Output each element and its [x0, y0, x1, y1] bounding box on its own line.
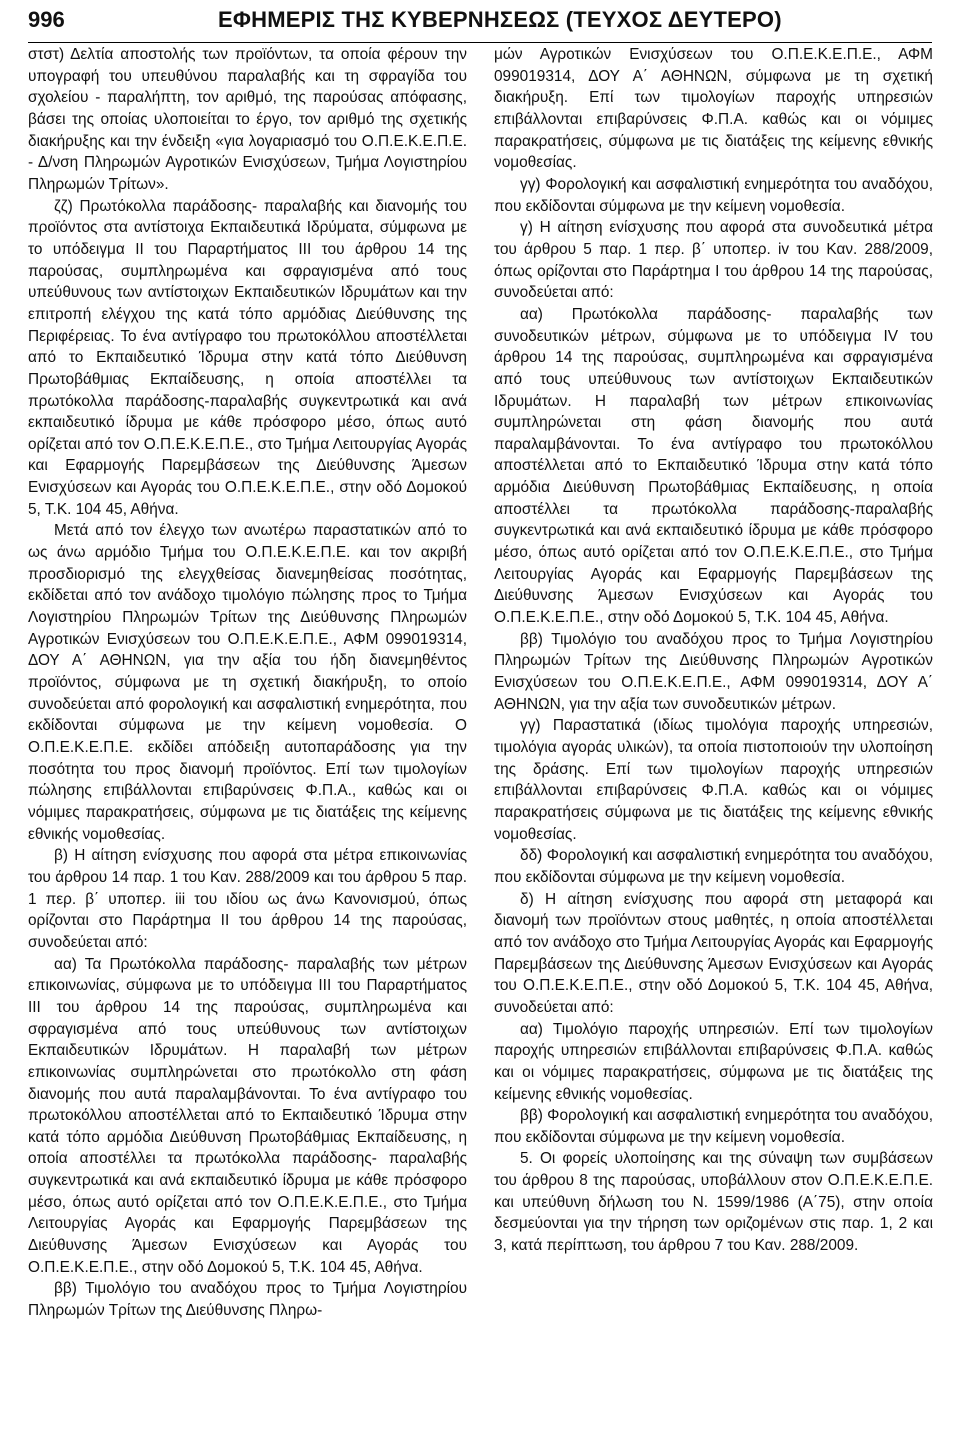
page-header	[28, 0, 932, 43]
paragraph: 5. Οι φορείς υλοποίησης και της σύναψη των συμβάσεων του άρθρου 8 της παρούσας, υποβάλλουν στον Ο.Π.Ε.Κ.Ε.Π.Ε. και υπεύθυνη δήλωση του Ν. 1599/1986 (Α΄75), στην οποία δεσμεύονται για την τήρηση των οριζομένων στις παρ. 1, 2 και 3, κατά περίπτωση, του άρθρου 7 του Καν. 288/2009.	[494, 1150, 933, 1255]
paragraph: γ) Η αίτηση ενίσχυσης που αφορά στα συνοδευτικά μέτρα του άρθρου 5 παρ. 1 περ. β΄ υποπερ. iv του Καν. 288/2009, όπως ορίζονται στο Παράρτημα Ι του άρθρου 14 της παρούσας, συνοδεύεται από:	[494, 219, 933, 302]
paragraph: δ) Η αίτηση ενίσχυσης που αφορά στη μεταφορά και διανομή των προϊόντων στους μαθητές, η οποία αποστέλλεται από τον ανάδοχο στο Τμήμα Λειτουργίας Αγοράς και Εφαρμογής Παρεμβάσεων της Διεύθυνσης Άμεσων Ενισχύσεων και Αγοράς του Ο.Π.Ε.Κ.Ε.Π.Ε., στην οδό Δομοκού 5, Τ.Κ. 104 45, Αθήνα, συνοδεύεται από:	[494, 890, 933, 1016]
paragraph: γγ) Παραστατικά (ιδίως τιμολόγια παροχής υπηρεσιών, τιμολόγια αγοράς υλικών), τα οποία πιστοποιούν την υλοποίηση της δράσης. Επί των τιμολογίων παροχής υπηρεσιών επιβάλλονται επιβαρύνσεις Φ.Π.Α. καθώς και οι νόμιμες παρακρατήσεις σύμφωνα με τις διατάξεις της κείμενης εθνικής νομοθεσίας.	[494, 717, 933, 843]
gazette-title: ΕΦΗΜΕΡΙΣ ΤΗΣ ΚΥΒΕΡΝΗΣΕΩΣ (ΤΕΥΧΟΣ ΔΕΥΤΕΡΟ)	[218, 7, 782, 32]
paragraph: ζζ) Πρωτόκολλα παράδοσης- παραλαβής και διανομής του προϊόντος στα αντίστοιχα Εκπαιδευτικά Ιδρύματα, σύμφωνα με το υπόδειγμα ΙΙ του Παραρτήματος ΙΙΙ του άρθρου 14 της παρούσας, συμπληρωμένα και σφραγισμένα από τους υπεύθυνους των αντίστοιχων Εκπαιδευτικών Ιδρυμάτων και την επιτροπή ελέγχου της κατά τόπο αρμόδιας Διεύθυνσης της Περιφέρειας. Το ένα αντίγραφο του πρωτοκόλλου αποστέλλεται από το Εκπαιδευτικό Ίδρυμα στην κατά τόπο Διεύθυνση Πρωτοβάθμιας Εκπαίδευσης, η οποία αποστέλλει τα πρωτόκολλα παράδοσης-παραλαβής συγκεντρωτικά και ανά εκπαιδευτικό ίδρυμα με κάθε πρόσφορο μέσο, όπως αυτό ορίζεται από τον Ο.Π.Ε.Κ.Ε.Π.Ε., στο Τμήμα Λειτουργίας Αγοράς και Εφαρμογής Παρεμβάσεων της Διεύθυνσης Άμεσων Ενισχύσεων και Αγοράς του Ο.Π.Ε.Κ.Ε.Π.Ε., στην οδό Δομοκού 5, Τ.Κ. 104 45, Αθήνα.	[28, 197, 467, 518]
paragraph: β) Η αίτηση ενίσχυσης που αφορά στα μέτρα επικοινωνίας του άρθρου 14 παρ. 1 του Καν. 288/2009 και του άρθρου 5 παρ. 1 περ. β΄ υποπερ. iii του ιδίου ως άνω Κανονισμού, όπως ορίζονται στο Παράρτημα ΙΙ του άρθρου 14 της παρούσας, συνοδεύεται από:	[28, 847, 467, 951]
paragraph: Μετά από τον έλεγχο των ανωτέρω παραστατικών από το ως άνω αρμόδιο Τμήμα του Ο.Π.Ε.Κ.Ε.Π.Ε. και τον ακριβή προσδιορισμό της ελεγχθείσας διανεμηθείσας ποσότητας, εκδίδεται από τον ανάδοχο τιμολόγιο πώλησης προς το Τμήμα Λογιστηρίου Πληρωμών Τρίτων της Διεύθυνσης Πληρωμών Αγροτικών Ενισχύσεων του Ο.Π.Ε.Κ.Ε.Π.Ε., ΑΦΜ 099019314, ΔΟΥ Α΄ ΑΘΗΝΩΝ, για την αξία του ήδη διανεμηθέντος προϊόντος, σύμφωνα με τη σχετική διακήρυξη, το οποίο συνοδεύεται από φορολογική και ασφαλιστική ενημερότητα, που εκδίδονται σύμφωνα με την κείμενη νομοθεσία. Ο Ο.Π.Ε.Κ.Ε.Π.Ε. εκδίδει απόδειξη αυτοπαράδοσης για την ποσότητα του προς διανομή προϊόντος. Επί των τιμολογίων πώλησης επιβάλλονται επιβαρύνσεις Φ.Π.Α., καθώς και οι νόμιμες παρακρατήσεις, σύμφωνα με τις διατάξεις της κείμενης εθνικής νομοθεσίας.	[28, 522, 467, 843]
page-number: 996	[28, 7, 65, 32]
paragraph: δδ) Φορολογική και ασφαλιστική ενημερότητα του αναδόχου, που εκδίδονται σύμφωνα με την κείμενη νομοθεσία.	[494, 847, 933, 886]
paragraph: ββ) Τιμολόγιο του αναδόχου προς το Τμήμα Λογιστηρίου Πληρωμών Τρίτων της Διεύθυνσης Πληρωμών Αγροτικών Ενισχύσεων του Ο.Π.Ε.Κ.Ε.Π.Ε., ΑΦΜ 099019314, ΔΟΥ Α΄ ΑΘΗΝΩΝ, για την αξία των συνοδευτικών μέτρων.	[494, 630, 933, 713]
paragraph: γγ) Φορολογική και ασφαλιστική ενημερότητα του αναδόχου, που εκδίδονται σύμφωνα με την κείμενη νομοθεσία.	[494, 175, 933, 215]
paragraph: αα) Πρωτόκολλα παράδοσης- παραλαβής των συνοδευτικών μέτρων, σύμφωνα με το υπόδειγμα IV του άρθρου 14 της παρούσας, συμπληρωμένα και σφραγισμένα από τους υπεύθυνους των αντίστοιχων Εκπαιδευτικών Ιδρυμάτων. Η παραλαβή των μέτρων επικοινωνίας συμπληρώνεται στη φάση διανομής που αυτά παραλαμβάνονται. Το ένα αντίγραφο του πρωτοκόλλου αποστέλλεται από το Εκπαιδευτικό Ίδρυμα στην κατά τόπο αρμόδια Διεύθυνση Πρωτοβάθμιας Εκπαίδευσης, η οποία αποστέλλει τα πρωτόκολλα παράδοσης-παραλαβής συγκεντρωτικά και ανά εκπαιδευτικό ίδρυμα με κάθε πρόσφορο μέσο, όπως αυτό ορίζεται από τον Ο.Π.Ε.Κ.Ε.Π.Ε., στο Τμήμα Λειτουργίας Αγοράς και Εφαρμογής Παρεμβάσεων της Διεύθυνσης Άμεσων Ενισχύσεων και Αγοράς του Ο.Π.Ε.Κ.Ε.Π.Ε., στην οδό Δομοκού 5, Τ.Κ. 104 45, Αθήνα.	[494, 305, 933, 627]
paragraph: ββ) Τιμολόγιο του αναδόχου προς το Τμήμα Λογιστηρίου Πληρωμών Τρίτων της Διεύθυνσης Πληρω-	[28, 1280, 467, 1320]
left-column	[28, 44, 467, 1322]
paragraph: αα) Τιμολόγιο παροχής υπηρεσιών. Επί των τιμολογίων παροχής υπηρεσιών επιβάλλονται επιβαρύνσεις Φ.Π.Α. καθώς και οι νόμιμες παρακρατήσεις, σύμφωνα με τις διατάξεις της κείμενης εθνικής νομοθεσίας.	[494, 1020, 933, 1103]
right-column	[494, 44, 933, 1257]
paragraph: ββ) Φορολογική και ασφαλιστική ενημερότητα του αναδόχου, που εκδίδονται σύμφωνα με την κείμενη νομοθεσία.	[494, 1107, 933, 1146]
paragraph: στστ) Δελτία αποστολής των προϊόντων, τα οποία φέρουν την υπογραφή του υπευθύνου παραλαβής και τη σφραγίδα του σχολείου - παραλήπτη, τον αριθμό, της παρούσας απόφασης, βάσει της οποίας υλοποιείται το έργο, τον αριθμό της σχετικής διακήρυξης και την ένδειξη «για λογαριασμό του Ο.Π.Ε.Κ.Ε.Π.Ε. - Δ/νση Πληρωμών Αγροτικών Ενισχύσεων, Τμήμα Λογιστηρίου Πληρωμών Τρίτων».	[28, 46, 467, 193]
paragraph: μών Αγροτικών Ενισχύσεων του Ο.Π.Ε.Κ.Ε.Π.Ε., ΑΦΜ 099019314, ΔΟΥ Α΄ ΑΘΗΝΩΝ, σύμφωνα με τη σχετική διακήρυξη. Επί των τιμολογίων παροχής υπηρεσιών επιβάλλονται επιβαρύνσεις Φ.Π.Α. καθώς και οι νόμιμες παρακρατήσεις, σύμφωνα με τις διατάξεις της κείμενης εθνικής νομοθεσίας.	[494, 46, 933, 172]
paragraph: αα) Τα Πρωτόκολλα παράδοσης- παραλαβής των μέτρων επικοινωνίας, σύμφωνα με το υπόδειγμα ΙΙΙ του Παραρτήματος ΙΙΙ του άρθρου 14 της παρούσας, συμπληρωμένα και σφραγισμένα από τους υπεύθυνους των αντίστοιχων Εκπαιδευτικών Ιδρυμάτων. Η παραλαβή των μέτρων επικοινωνίας συμπληρώνεται στο πρωτόκολλο στη φάση διανομής που αυτά παραλαμβάνονται. Το ένα αντίγραφο του πρωτοκόλλου αποστέλλεται από το Εκπαιδευτικό Ίδρυμα στην κατά τόπο αρμόδια Διεύθυνση Πρωτοβάθμιας Εκπαίδευσης, η οποία αποστέλλει τα πρωτόκολλα παράδοσης- παραλαβής συγκεντρωτικά και ανά εκπαιδευτικό ίδρυμα με κάθε πρόσφορο μέσο, όπως αυτό ορίζεται από τον Ο.Π.Ε.Κ.Ε.Π.Ε., στο Τμήμα Λειτουργίας Αγοράς και Εφαρμογής Παρεμβάσεων της Διεύθυνσης Άμεσων Ενισχύσεων και Αγοράς του Ο.Π.Ε.Κ.Ε.Π.Ε., στην οδό Δομοκού 5, Τ.Κ. 104 45, Αθήνα.	[28, 955, 467, 1276]
